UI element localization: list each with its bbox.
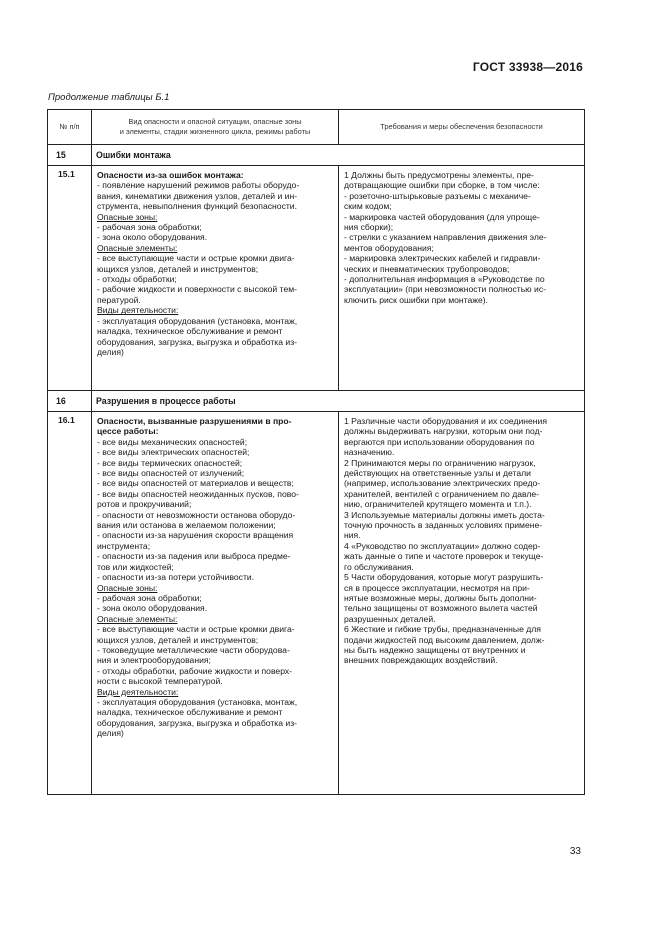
text-line: 1 Должны быть предусмотрены элементы, пре- — [344, 170, 534, 180]
hazard-title: цессе работы: — [97, 426, 159, 437]
text-line: - все виды электрических опасностей; — [97, 447, 250, 458]
text-line: 6 Жесткие и гибкие трубы, предназначенные для — [344, 624, 541, 635]
text-line: точную прочность в заданных условиях примене- — [344, 520, 543, 531]
text-line: пературой. — [97, 294, 141, 305]
section-number: 15 — [48, 145, 92, 166]
text-line: - все выступающие части и острые кромки двига- — [97, 624, 295, 635]
hazard-description — [92, 412, 339, 795]
text-line: ющихся узлов, деталей и инструментов; — [97, 634, 259, 645]
text-line: (например, использование электрических предо- — [344, 478, 541, 489]
text-line: - рабочая зона обработки; — [97, 222, 202, 233]
text-line: 1 Различные части оборудования и их соединения — [344, 416, 547, 426]
hazard-title: Опасности, вызванные разрушениями в про- — [97, 416, 292, 426]
text-line: - эксплуатация оборудования (установка, монтаж, — [97, 696, 298, 707]
text-line: инструмента; — [97, 540, 151, 551]
text-line: ключить риск ошибки при монтаже). — [344, 294, 489, 305]
text-line: ния и электрооборудования; — [97, 655, 211, 666]
text-line: ским кодом; — [344, 201, 392, 212]
text-line: подачи жидкостей под высоким давлением, долж- — [344, 634, 545, 645]
text-line: 2 Принимаются меры по ограничению нагрузок, — [344, 457, 536, 468]
section-number: 16 — [48, 391, 92, 412]
text-line: ния. — [344, 530, 361, 541]
table-continuation-label: Продолжение таблицы Б.1 — [48, 92, 170, 103]
text-line: - все виды опасностей неожиданных пусков, пово- — [97, 488, 299, 499]
text-line: оборудования, загрузка, выгрузка и обработка из- — [97, 717, 297, 728]
text-line: ротов и прокручиваний; — [97, 499, 192, 510]
text-line: - все виды опасностей от материалов и веществ; — [97, 478, 294, 489]
category-heading: Опасные зоны: — [97, 211, 158, 222]
text-line: дотвращающие ошибки при сборке, в том числе: — [344, 180, 540, 191]
table-header-row — [48, 110, 585, 145]
text-line: оборудования, загрузка, выгрузка и обработка из- — [97, 336, 297, 347]
category-heading: Виды деятельности: — [97, 305, 179, 316]
text-line: - опасности из-за падения или выброса предме- — [97, 551, 291, 562]
text-line: - рабочая зона обработки; — [97, 592, 202, 603]
item-number: 15.1 — [48, 166, 92, 391]
text-line: нятые возможные меры, должны быть дополни- — [344, 592, 537, 603]
column-header-number: № п/п — [48, 110, 92, 145]
text-line: - стрелки с указанием направления движения эле- — [344, 232, 547, 243]
text-line: ности с высокой температурой. — [97, 676, 223, 687]
text-line: - зона около оборудования. — [97, 232, 208, 243]
text-line: нию, ограничителей крутящего момента и т.п.). — [344, 499, 532, 510]
text-line: внешних повреждающих воздействий. — [344, 655, 498, 666]
category-heading: Виды деятельности: — [97, 686, 179, 697]
text-line: - рабочие жидкости и поверхности с высокой тем- — [97, 284, 297, 295]
text-line: разрушенных деталей. — [344, 613, 436, 624]
text-line: - маркировка частей оборудования (для упроще- — [344, 211, 540, 222]
text-line: делия) — [97, 728, 124, 739]
text-line: хранителей, вентилей с ограничением по давле- — [344, 488, 540, 499]
text-line: ния сборки); — [344, 222, 394, 233]
text-line: - все виды опасностей от излучений; — [97, 468, 245, 479]
page-number: 33 — [569, 846, 581, 857]
column-header-hazard-line1: Вид опасности и опасной ситуации, опасные зоны — [128, 117, 302, 126]
section-title: Разрушения в процессе работы — [92, 391, 585, 412]
hazard-description — [92, 166, 339, 391]
item-row-16-1 — [48, 412, 585, 795]
section-title: Ошибки монтажа — [92, 145, 585, 166]
hazard-title: Опасности из-за ошибок монтажа: — [97, 170, 244, 180]
text-line: ментов оборудования; — [344, 242, 434, 253]
safety-requirements — [339, 166, 585, 391]
document-code: ГОСТ 33938—2016 — [472, 60, 583, 74]
safety-requirements-table — [47, 109, 585, 795]
text-line: ющихся узлов, деталей и инструментов; — [97, 263, 259, 274]
text-line: ны быть надежно защищены от внутренних и — [344, 644, 526, 655]
text-line: должны выдерживать нагрузки, которым они под- — [344, 426, 543, 437]
text-line: жать данные о типе и частоте проверок и текуще- — [344, 551, 544, 562]
column-header-hazard — [92, 110, 339, 145]
text-line: наладка, техническое обслуживание и ремонт — [97, 326, 283, 337]
text-line: - эксплуатация оборудования (установка, монтаж, — [97, 315, 298, 326]
text-line: вергаются при использовании оборудования по — [344, 436, 535, 447]
text-line: - все выступающие части и острые кромки двига- — [97, 253, 295, 264]
text-line: назначению. — [344, 447, 395, 458]
text-line: - отходы обработки, рабочие жидкости и поверх- — [97, 665, 293, 676]
text-line: - отходы обработки; — [97, 274, 177, 285]
text-line: - все виды механических опасностей; — [97, 436, 248, 447]
text-line: - розеточно-штырьковые разъемы с механиче- — [344, 190, 531, 201]
item-number: 16.1 — [48, 412, 92, 795]
text-line: наладка, техническое обслуживание и ремонт — [97, 707, 283, 718]
text-line: делия) — [97, 346, 124, 357]
text-line: - появление нарушений режимов работы оборудо- — [97, 180, 300, 191]
text-line: 4 «Руководство по эксплуатации» должно содер- — [344, 540, 541, 551]
category-heading: Опасные зоны: — [97, 582, 158, 593]
text-line: действующих на ответственные узлы и детали — [344, 468, 531, 479]
text-line: вания или останова в желаемом положении; — [97, 520, 276, 531]
text-line: - все виды термических опасностей; — [97, 457, 243, 468]
text-line: - маркировка электрических кабелей и гидравли- — [344, 253, 541, 264]
text-line: тов или жидкостей; — [97, 561, 174, 572]
text-line: - зона около оборудования. — [97, 603, 208, 614]
safety-requirements — [339, 412, 585, 795]
text-line: - токоведущие металлические части оборудова- — [97, 644, 290, 655]
text-line: - опасности из-за нарушения скорости вращения — [97, 530, 294, 541]
category-heading: Опасные элементы: — [97, 242, 178, 253]
text-line: тельно защищены от возможного вылета частей — [344, 603, 538, 614]
item-row-15-1 — [48, 166, 585, 391]
text-line: - опасности от невозможности останова оборудо- — [97, 509, 296, 520]
text-line: ся в процессе эксплуатации, несмотря на при- — [344, 582, 530, 593]
text-line: ческих и пневматических трубопроводов; — [344, 263, 510, 274]
category-heading: Опасные элементы: — [97, 613, 178, 624]
section-row-15 — [48, 145, 585, 166]
text-line: 3 Используемые материалы должны иметь доста- — [344, 509, 545, 520]
text-line: го обслуживания. — [344, 561, 414, 572]
text-line: 5 Части оборудования, которые могут разрушить- — [344, 572, 544, 583]
section-row-16 — [48, 391, 585, 412]
text-line: струмента, невыполнения функций безопасности. — [97, 201, 297, 212]
text-line: вания, кинематики движения узлов, деталей и ин- — [97, 190, 298, 201]
text-line: - опасности из-за потери устойчивости. — [97, 572, 255, 583]
text-line: эксплуатации» (при невозможности полностью ис- — [344, 284, 546, 295]
text-line: - дополнительная информация в «Руководстве по — [344, 274, 545, 285]
column-header-hazard-line2: и элементы, стадии жизненного цикла, режимы работы — [119, 127, 311, 136]
column-header-requirements: Требования и меры обеспечения безопасности — [339, 110, 585, 145]
